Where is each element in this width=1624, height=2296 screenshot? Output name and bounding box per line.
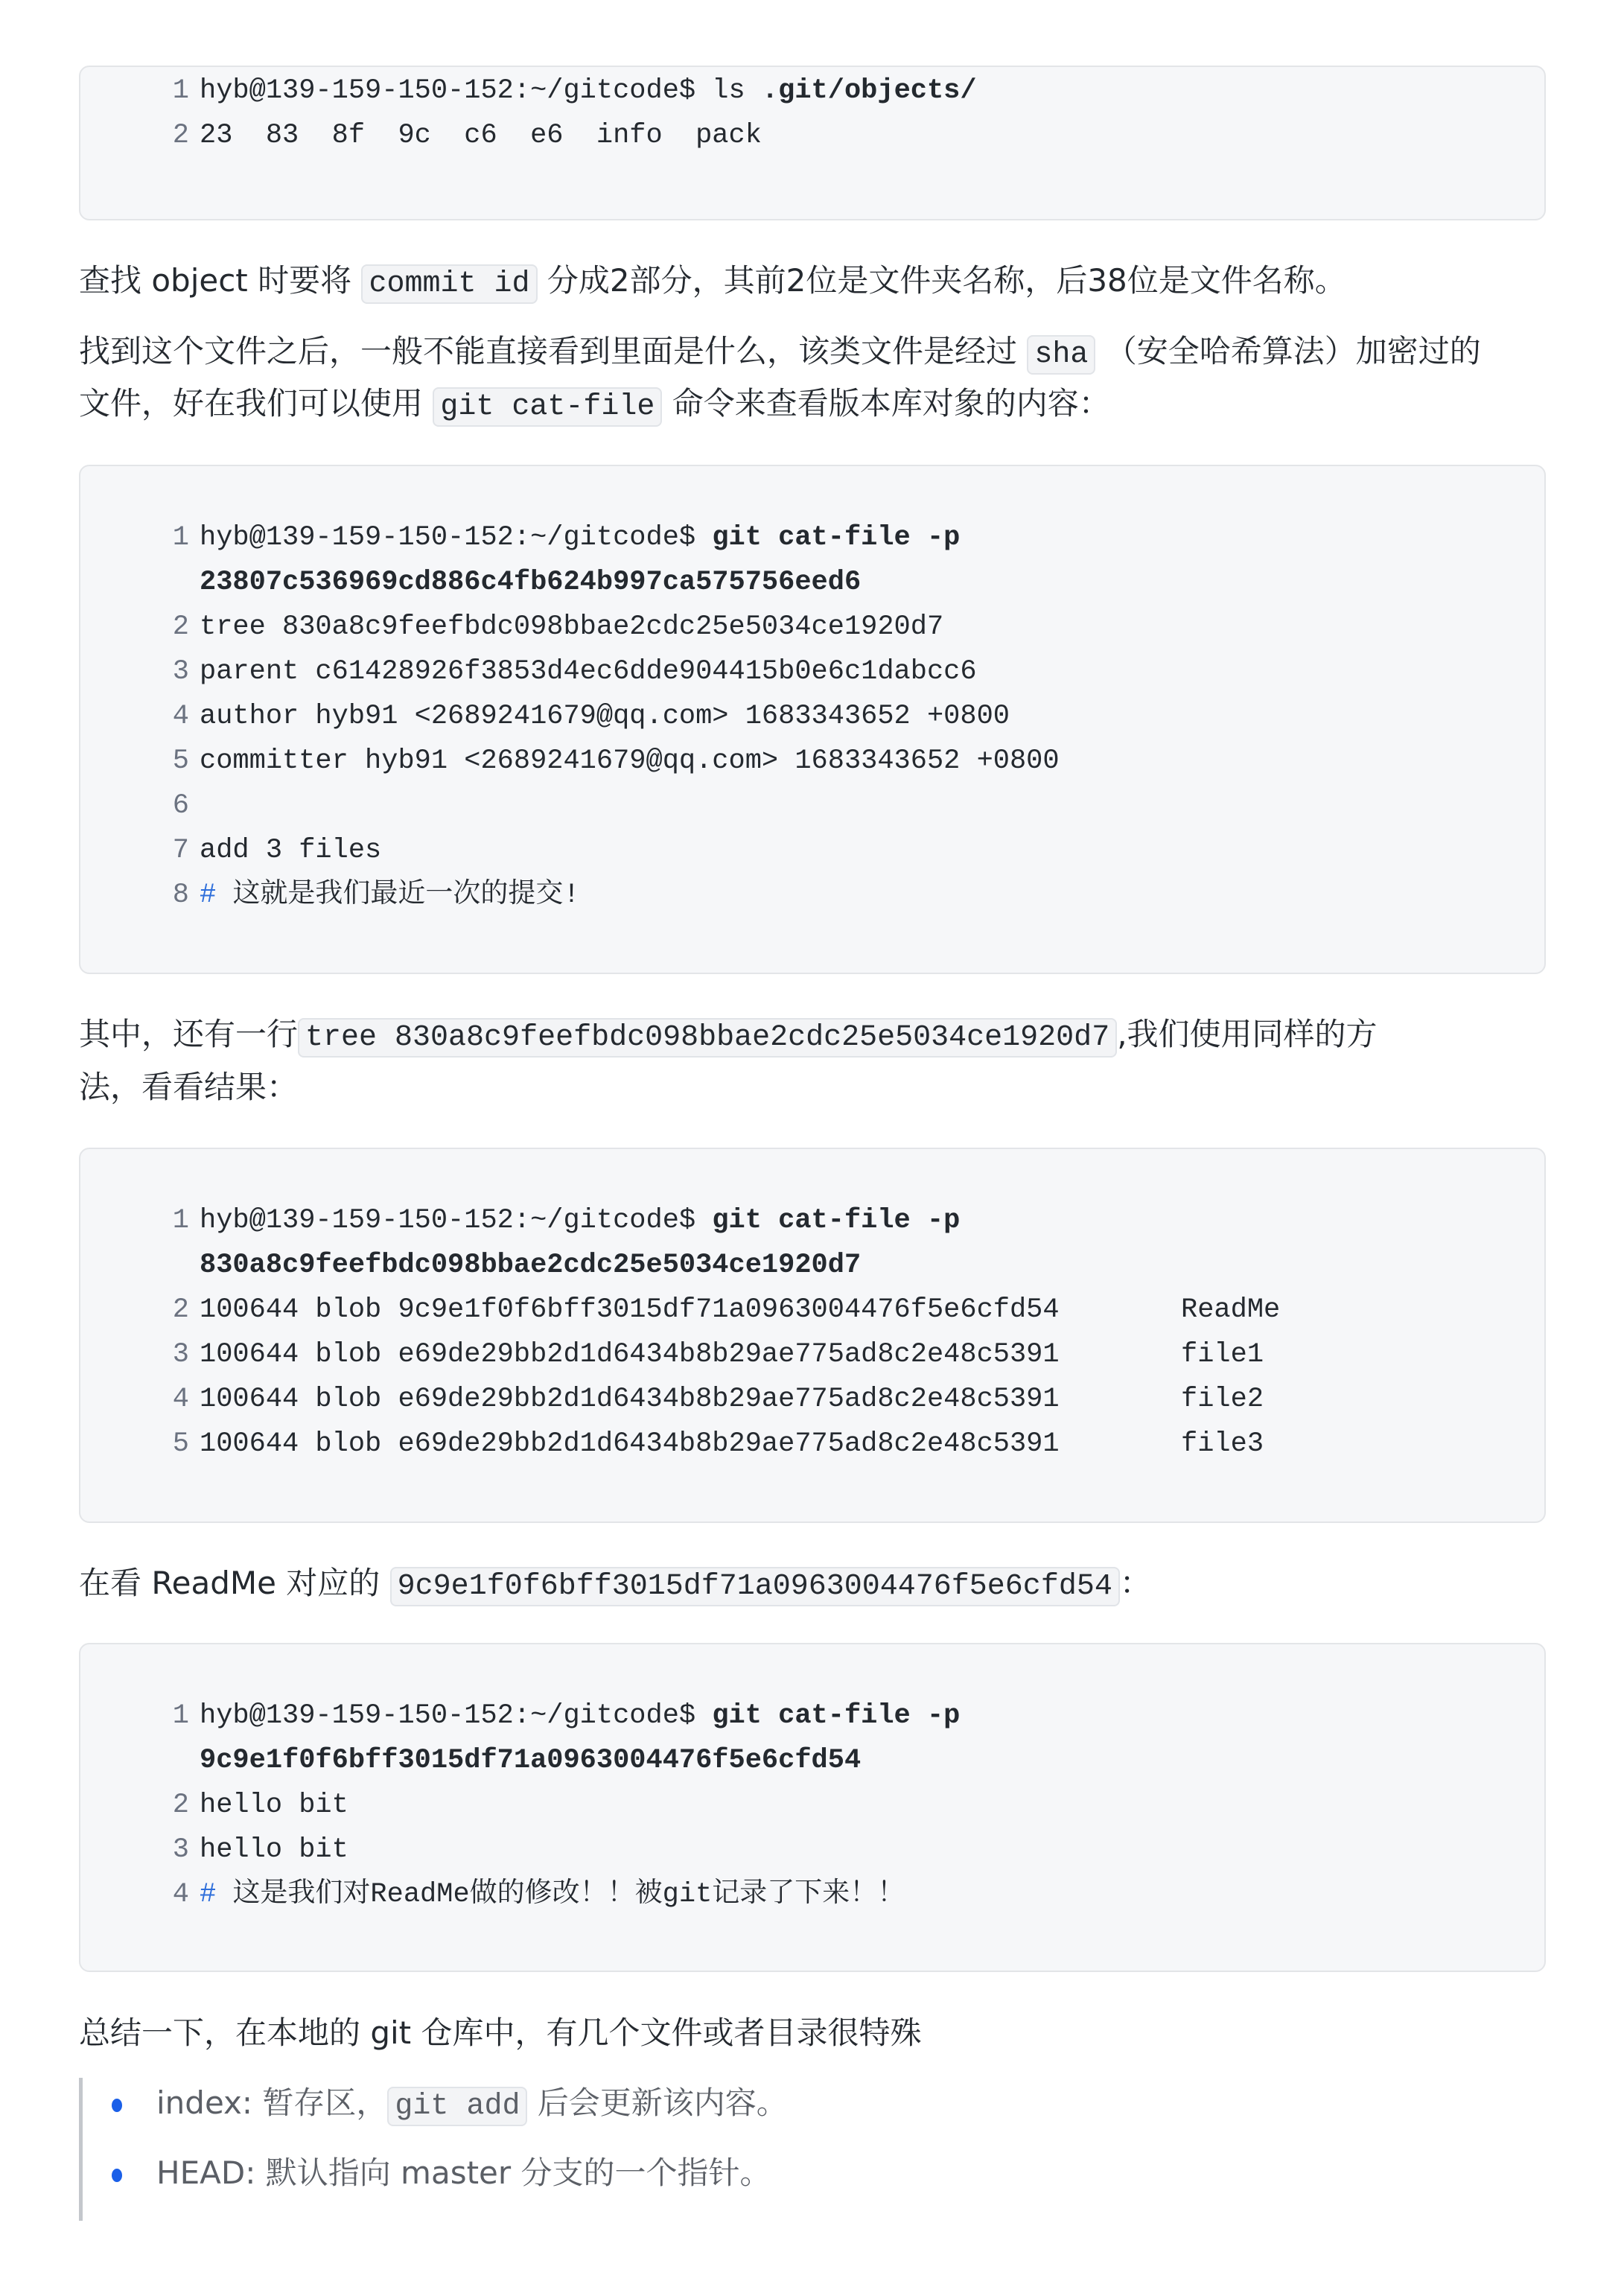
line-number: 1 bbox=[172, 75, 189, 106]
bullet-icon bbox=[112, 2169, 122, 2182]
list-item-head: HEAD: 默认指向 master 分支的一个指针。 bbox=[112, 2146, 771, 2200]
paragraph-cat-file-cont: 文件，好在我们可以使用 git cat-file 命令来查看版本库对象的内容： bbox=[79, 377, 1553, 434]
inline-code: 9c9e1f0f6bff3015df71a0963004476f5e6cfd54 bbox=[390, 1567, 1120, 1606]
paragraph-find-object: 查找 object 时要将 commit id 分成2部分，其前2位是文件夹名称，后38位是文件名称。 bbox=[79, 254, 1553, 311]
line-number: 2 bbox=[172, 120, 189, 151]
inline-code: commit id bbox=[361, 264, 537, 304]
paragraph-summary: 总结一下，在本地的 git 仓库中，有几个文件或者目录很特殊 bbox=[79, 2014, 922, 2051]
code-block-tree: 1 hyb@139-159-150-152:~/gitcode$ git cat-file -p 830a8c9feefbdc098bbae2cdc25e5034ce1920d7 2 100644 blob 9c9e1f0f6bff3015df71a0963004476f5e6cfd54 ReadMe 3 100644 blob e69de29bb2d1d6434b8b29ae775ad8c2e48c5391 file1 4 100644 blob e69de29bb2d1d6434b8b29ae775ad8c2e48c5391 file2 5 100644 blob e69de29bb2d1d6434b8b29ae775ad8c2e48c5391 file3 bbox=[79, 1148, 1546, 1523]
paragraph-readme: 在看 ReadMe 对应的 9c9e1f0f6bff3015df71a0963004476f5e6cfd54 ： bbox=[79, 1556, 1553, 1614]
code-command: .git/objects/ bbox=[761, 75, 977, 106]
paragraph-cat-file: 找到这个文件之后，一般不能直接看到里面是什么，该类文件是经过 sha （安全哈希算法）加密过的 bbox=[79, 325, 1553, 382]
code-block-blob: 1 hyb@139-159-150-152:~/gitcode$ git cat-file -p 9c9e1f0f6bff3015df71a0963004476f5e6cfd54 2 hello bit 3 hello bit 4 # 这是我们对ReadMe做的修改！！被git记录了下来！！ bbox=[79, 1643, 1546, 1972]
code-block-objects bbox=[79, 66, 1546, 220]
blockquote-bar bbox=[79, 2078, 83, 2221]
code-line: 23 83 8f 9c c6 e6 info pack bbox=[200, 120, 762, 151]
inline-code: git add bbox=[387, 2087, 527, 2126]
list-item-index: index: 暂存区， git add 后会更新该内容。 bbox=[112, 2076, 788, 2134]
code-block-commit: 1 hyb@139-159-150-152:~/gitcode$ git cat-file -p 23807c536969cd886c4fb624b997ca575756eed6 2 tree 830a8c9feefbdc098bbae2cdc25e5034ce1920d7 3 parent c61428926f3853d4ec6dde904415b0e6c1dabcc6 4 author hyb91 <2689241679@qq.com> 1683343652 +0800 5 committer hyb91 <2689241679@qq.com> 1683343652 +0800 6 7 add 3 files 8 # 这就是我们最近一次的提交! bbox=[79, 465, 1546, 974]
code-prompt: hyb@139-159-150-152:~/gitcode$ ls bbox=[200, 75, 762, 106]
code-comment: 这是我们对ReadMe做的修改！！被git记录了下来！！ bbox=[232, 1879, 905, 1910]
inline-code: git cat-file bbox=[433, 387, 662, 427]
inline-code: sha bbox=[1027, 335, 1095, 375]
inline-code: tree 830a8c9feefbdc098bbae2cdc25e5034ce1920d7 bbox=[298, 1018, 1117, 1058]
code-comment: 这就是我们最近一次的提交! bbox=[232, 880, 580, 911]
code-arg: 23807c536969cd886c4fb624b997ca575756eed6 bbox=[200, 567, 862, 598]
bullet-icon bbox=[112, 2099, 122, 2112]
paragraph-tree: 其中，还有一行 tree 830a8c9feefbdc098bbae2cdc25e5034ce1920d7 ,我们使用同样的方 bbox=[79, 1008, 1553, 1065]
paragraph-tree-cont: 法，看看结果： bbox=[79, 1069, 299, 1105]
